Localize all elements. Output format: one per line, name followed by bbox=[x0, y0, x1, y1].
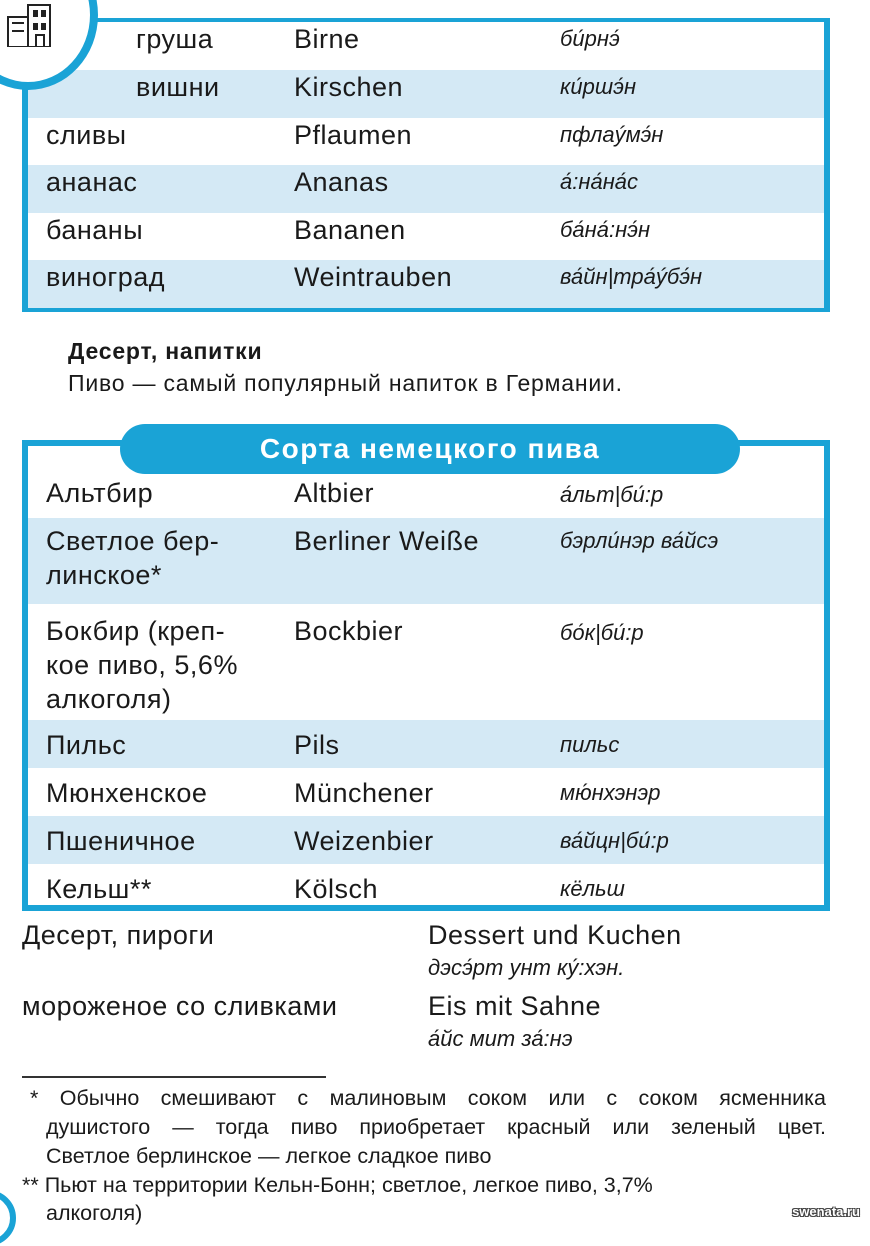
transcription: бо́к|би́:р bbox=[560, 620, 644, 645]
table-row bbox=[28, 864, 824, 911]
transcription: мю́нхэнэр bbox=[560, 780, 661, 805]
transcription: а́:на́на́с bbox=[560, 169, 639, 195]
ru-word: Пильс bbox=[46, 730, 127, 760]
table-row bbox=[28, 720, 824, 768]
beer-table-header: Сорта немецкого пива bbox=[120, 424, 740, 474]
ru-word: вишни bbox=[136, 72, 220, 102]
table-row bbox=[28, 22, 824, 70]
table-row bbox=[28, 518, 824, 604]
ru-word: бананы bbox=[46, 214, 144, 245]
footnote-line: ** Пьют на территории Кельн-Бонн; светлое, легкое пиво, 3,7% bbox=[22, 1173, 653, 1197]
ru-word: груша bbox=[136, 24, 214, 54]
de-word: Birne bbox=[294, 24, 360, 54]
transcription: ва́йн|тра́ýбэ́н bbox=[560, 264, 703, 290]
pair-de: Eis mit Sahne bbox=[428, 991, 602, 1021]
de-word: Pflaumen bbox=[294, 119, 413, 150]
footnote-line: * Обычно смешивают с малиновым соком или с соком ясменника bbox=[30, 1086, 826, 1110]
ru-word: Светлое бер- линское* bbox=[46, 526, 220, 590]
footnote-line: алкоголя) bbox=[46, 1201, 143, 1225]
footnote-line: Светлое берлинское — легкое сладкое пиво bbox=[46, 1144, 492, 1168]
table-row bbox=[28, 165, 824, 213]
footnote-line: душистого — тогда пиво приобретает красный или зеленый цвет. bbox=[46, 1115, 826, 1139]
ru-word: Бокбир (креп- кое пиво, 5,6% алкоголя) bbox=[46, 616, 238, 714]
watermark: swenata.ru bbox=[792, 1204, 860, 1219]
ru-word: виноград bbox=[46, 262, 165, 293]
transcription: би́рнэ́ bbox=[560, 26, 620, 51]
de-word: Kölsch bbox=[294, 874, 379, 904]
beer-table bbox=[22, 433, 830, 911]
de-word: Bananen bbox=[294, 214, 406, 245]
transcription: ба́на́:нэ́н bbox=[560, 216, 651, 242]
table-row bbox=[28, 604, 824, 720]
table-row bbox=[28, 213, 824, 261]
de-word: Pils bbox=[294, 730, 340, 760]
transcription: ки́ршэ́н bbox=[560, 74, 637, 99]
transcription: кёльш bbox=[560, 876, 625, 901]
transcription: ва́йцн|би́:р bbox=[560, 828, 669, 853]
transcription: пфлаýмэ́н bbox=[560, 121, 664, 147]
pair-de: Dessert und Kuchen bbox=[428, 920, 682, 950]
transcription: а́льт|би́:р bbox=[560, 482, 664, 507]
footnote-divider bbox=[22, 1076, 326, 1078]
table-row bbox=[28, 478, 824, 518]
ru-word: Альтбир bbox=[46, 478, 154, 508]
table-row bbox=[28, 260, 824, 308]
table-row bbox=[28, 816, 824, 864]
de-word: Berliner Weiße bbox=[294, 526, 480, 556]
pair-ru: Десерт, пироги bbox=[22, 920, 215, 950]
ru-word: ананас bbox=[46, 167, 138, 198]
ru-word: сливы bbox=[46, 119, 127, 150]
pair-ru: мороженое со сливками bbox=[22, 991, 338, 1021]
ru-word: Пшеничное bbox=[46, 826, 196, 856]
de-word: Altbier bbox=[294, 478, 375, 508]
ru-word: Кельш** bbox=[46, 874, 152, 904]
section-title: Десерт, напитки bbox=[68, 338, 263, 364]
de-word: Kirschen bbox=[294, 72, 404, 102]
page-edge-decoration bbox=[0, 1190, 16, 1246]
transcription: бэрли́нэр ва́йсэ bbox=[560, 528, 719, 553]
pair-transcription: дэсэ́рт унт ку́:хэн. bbox=[428, 955, 625, 980]
de-word: Münchener bbox=[294, 778, 434, 808]
de-word: Bockbier bbox=[294, 616, 404, 646]
de-word: Ananas bbox=[294, 167, 389, 198]
table-row bbox=[28, 118, 824, 166]
transcription: пильс bbox=[560, 732, 620, 757]
de-word: Weintrauben bbox=[294, 262, 453, 293]
building-icon bbox=[6, 3, 62, 47]
de-word: Weizenbier bbox=[294, 826, 434, 856]
ru-word: Мюнхенское bbox=[46, 778, 208, 808]
pair-transcription: а́йс мит за́:нэ bbox=[428, 1026, 573, 1051]
fruits-table bbox=[22, 18, 830, 312]
table-row bbox=[28, 70, 824, 118]
table-row bbox=[28, 768, 824, 816]
section-text: Пиво — самый популярный напиток в Германии. bbox=[68, 370, 623, 396]
